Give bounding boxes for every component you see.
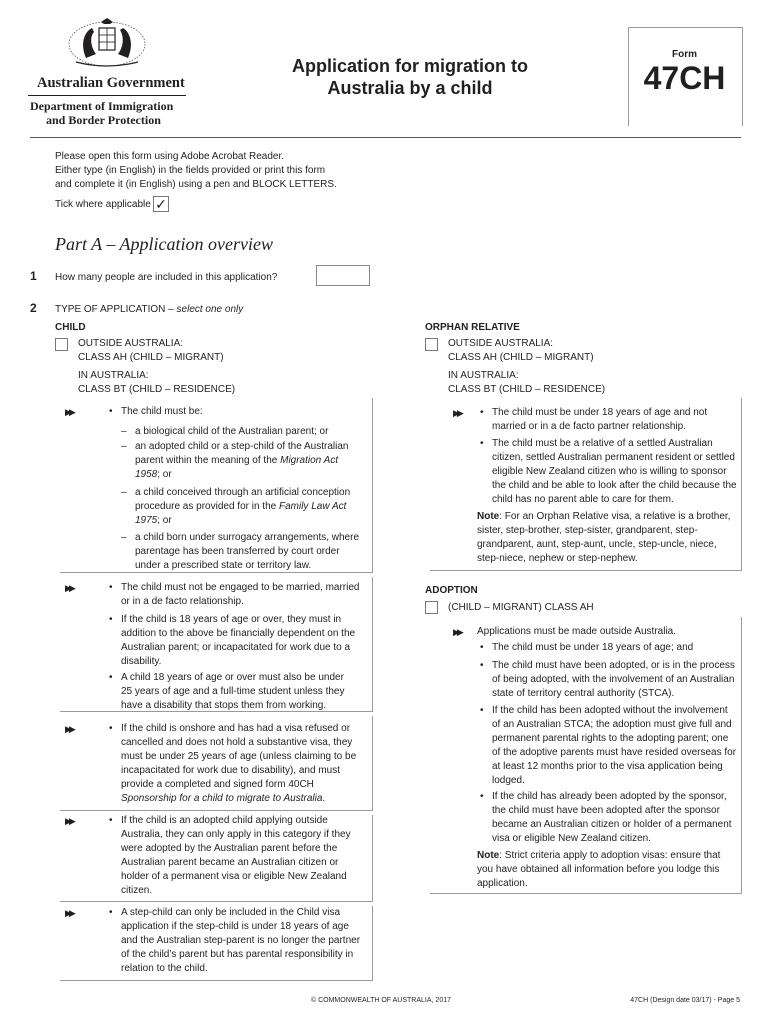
form-title-line-2: Australia by a child	[327, 78, 493, 98]
adoption-heading: ADOPTION	[425, 585, 478, 596]
header-rule	[28, 95, 186, 96]
child-p4-bullet: • If the child is an adopted child applying outside Australia, they can only apply in this category if they were adopted by the Australian parent before the Australian parent became an Australian citizen or holder of a permanent visa or eligible New Zealand citizen.	[109, 815, 351, 896]
intro-line-2: Either type (in English) in the fields provided or print this form	[55, 165, 326, 176]
part-a-title: Part A – Application overview	[55, 234, 273, 254]
child-p2-bullet-3: • A child 18 years of age or over must also be under 25 years of age and a full-time student unless they have a disability that stops them from working.	[109, 672, 345, 711]
arrow-icon: ▶▶	[65, 816, 73, 826]
coat-of-arms-icon	[66, 14, 148, 72]
child-p3-bullet: • If the child is onshore and has had a visa refused or cancelled and does not hold a substantive visa, they must be under 25 years of age (unless claiming to be incapacitated for work due to disability), and must provide a completed and signed form 40CH Sponsorship for a child to migrate to Australia.	[109, 723, 357, 804]
department-line-1: Department of Immigration	[30, 99, 174, 113]
adoption-option-label: (CHILD – MIGRANT) CLASS AH	[448, 602, 594, 613]
intro-line-3: and complete it (in English) using a pen and BLOCK LETTERS.	[55, 179, 337, 190]
tick-example-box: ✓	[153, 196, 169, 212]
adoption-intro: Applications must be made outside Australia.	[477, 626, 676, 637]
child-inside-label: IN AUSTRALIA:	[78, 370, 149, 381]
arrow-icon: ▶▶	[65, 908, 73, 918]
child-outside-label: OUTSIDE AUSTRALIA:	[78, 338, 184, 349]
child-p2-bullet-2: • If the child is 18 years of age or over, they must in addition to the above be financially dependent on the Australian parent; or incapacitated for work due to a disability.	[109, 614, 356, 667]
adoption-bullet-3: • If the child has been adopted without the involvement of an Australian STCA; the adoption must give full and permanent parental rights to the adopting parent; one of the adoptive parents must have resided overseas for at least 12 months prior to the visa application being lodged.	[480, 705, 737, 786]
question-1-number: 1	[30, 269, 37, 283]
footer-copyright: © COMMONWEALTH OF AUSTRALIA, 2017	[311, 997, 451, 1004]
adoption-bullet-2: • The child must have been adopted, or is in the process of being adopted, with the involvement of an Australian state of territory central authority (STCA).	[480, 660, 735, 699]
tick-where-applicable: Tick where applicable	[55, 199, 151, 210]
arrow-icon: ▶▶	[65, 724, 73, 734]
child-p1-dash-2: – an adopted child or a step-child of the Australian parent within the meaning of the Migration Act 1958; or	[121, 441, 349, 480]
question-2-number: 2	[30, 301, 37, 315]
orphan-bullet-1: • The child must be under 18 years of age and not married or in a de facto partner relationship.	[480, 407, 708, 432]
form-number: 47CH	[643, 60, 726, 96]
child-p1-dash-3: – a child conceived through an artificial conception procedure as provided for in the Family Law Act 1975; or	[121, 487, 351, 526]
department-line-2: and Border Protection	[46, 113, 161, 127]
orphan-outside-class: CLASS AH (CHILD – MIGRANT)	[448, 352, 594, 363]
child-p1-dash-1: – a biological child of the Australian parent; or	[121, 426, 329, 437]
child-p1-bullet: • The child must be:	[109, 406, 203, 417]
orphan-bullet-2: • The child must be a relative of a settled Australian citizen, settled Australian permanent resident or settled eligible New Zealand citizen who is willing to sponsor the child and be able to look after the child because the child has no parent able to care for them.	[480, 438, 737, 505]
child-outside-class: CLASS AH (CHILD – MIGRANT)	[78, 352, 224, 363]
orphan-inside-label: IN AUSTRALIA:	[448, 370, 519, 381]
orphan-outside-label: OUTSIDE AUSTRALIA:	[448, 338, 554, 349]
adoption-bullet-1: • The child must be under 18 years of age; and	[480, 642, 694, 653]
orphan-inside-class: CLASS BT (CHILD – RESIDENCE)	[448, 384, 606, 395]
orphan-note: Note: For an Orphan Relative visa, a relative is a brother, sister, step-brother, step-sister, grandparent, step- grandparent, aunt, step-aunt, uncle, step-uncle, niece, step-niece, nephew or step-nephew.	[477, 511, 731, 564]
orphan-checkbox[interactable]	[425, 338, 438, 351]
form-title-line-1: Application for migration to	[292, 56, 528, 76]
arrow-icon: ▶▶	[65, 407, 73, 417]
child-p2-bullet-1: • The child must not be engaged to be married, married or in a de facto relationship.	[109, 582, 360, 607]
people-count-input[interactable]	[316, 265, 370, 286]
form-label: Form	[672, 49, 697, 60]
child-p1-dash-4: – a child born under surrogacy arrangements, where parentage has been transferred by court order under a prescribed state or territory law.	[121, 532, 360, 571]
child-heading: CHILD	[55, 322, 86, 333]
child-inside-class: CLASS BT (CHILD – RESIDENCE)	[78, 384, 236, 395]
footer-design-date: 47CH (Design date 03/17) - Page 5	[630, 997, 740, 1004]
child-checkbox[interactable]	[55, 338, 68, 351]
arrow-icon: ▶▶	[453, 408, 461, 418]
child-p5-bullet: • A step-child can only be included in the Child visa application if the step-child is under 18 years of age and the Australian step-parent is no longer the partner of the child’s parent but has parental responsibility in relation to the child.	[109, 907, 361, 974]
question-2-text: TYPE OF APPLICATION – select one only	[55, 304, 244, 315]
intro-line-1: Please open this form using Adobe Acrobat Reader.	[55, 151, 285, 162]
government-name: Australian Government	[37, 75, 185, 91]
arrow-icon: ▶▶	[453, 627, 461, 637]
header-divider	[30, 137, 741, 138]
adoption-checkbox[interactable]	[425, 601, 438, 614]
orphan-heading: ORPHAN RELATIVE	[425, 322, 520, 333]
question-1-text: How many people are included in this application?	[55, 272, 278, 283]
adoption-note: Note: Strict criteria apply to adoption visas: ensure that you have obtained all information before you lodge this application.	[477, 850, 721, 889]
arrow-icon: ▶▶	[65, 583, 73, 593]
adoption-bullet-4: • If the child has already been adopted by the sponsor, the child must have been adopted after the sponsor became an Australian citizen or holder of a permanent visa or eligible New Zealand citizen.	[480, 791, 732, 844]
